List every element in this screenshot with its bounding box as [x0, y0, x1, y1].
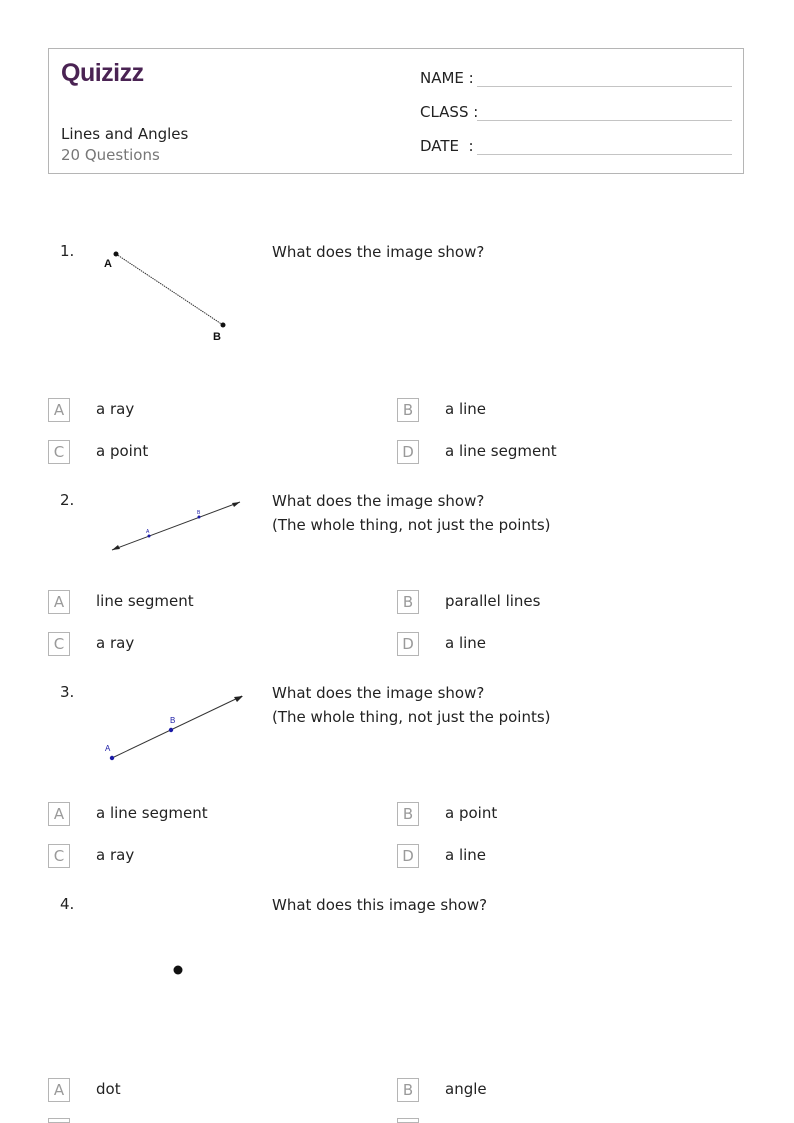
option-b-box[interactable]: B — [397, 590, 419, 614]
point-figure — [160, 955, 200, 985]
name-input-line[interactable] — [477, 86, 732, 87]
class-label: CLASS : — [420, 103, 479, 121]
option-a-text[interactable]: dot — [96, 1080, 121, 1098]
question-text: What does the image show? — [272, 492, 485, 510]
point — [174, 966, 183, 975]
option-a-text[interactable]: line segment — [96, 592, 194, 610]
date-label: DATE : — [420, 137, 474, 155]
label-a: A — [104, 258, 112, 270]
option-b-text[interactable]: parallel lines — [445, 592, 541, 610]
option-d-box[interactable]: D — [397, 844, 419, 868]
option-c-text[interactable]: a point — [96, 442, 149, 460]
question-number: 2. — [60, 491, 75, 509]
label-a: A — [146, 529, 150, 535]
question-subtext: (The whole thing, not just the points) — [272, 708, 551, 726]
option-d-text[interactable]: a line — [445, 846, 487, 864]
option-a-box[interactable]: A — [48, 590, 70, 614]
question-number: 1. — [60, 242, 75, 260]
name-label: NAME : — [420, 69, 474, 87]
point-b — [221, 323, 226, 328]
option-a-text[interactable]: a line segment — [96, 804, 208, 822]
question-text: What does the image show? — [272, 684, 485, 702]
option-c-box[interactable]: C — [48, 632, 70, 656]
option-d-box-partial — [397, 1118, 419, 1123]
label-b: B — [213, 331, 221, 343]
label-b: B — [197, 510, 201, 516]
question-number: 4. — [60, 895, 75, 913]
arrow-head — [234, 696, 243, 702]
option-d-box[interactable]: D — [397, 440, 419, 464]
option-d-text[interactable]: a line segment — [445, 442, 557, 460]
option-a-box[interactable]: A — [48, 398, 70, 422]
question-number: 3. — [60, 683, 75, 701]
option-b-text[interactable]: a point — [445, 804, 498, 822]
label-a: A — [105, 744, 111, 753]
question-text: What does this image show? — [272, 896, 488, 914]
question-subtext: (The whole thing, not just the points) — [272, 516, 551, 534]
class-input-line[interactable] — [477, 120, 732, 121]
question-text: What does the image show? — [272, 243, 485, 261]
option-a-box[interactable]: A — [48, 802, 70, 826]
option-c-box[interactable]: C — [48, 844, 70, 868]
arrow-head-right — [232, 502, 240, 507]
segment-line — [116, 254, 223, 325]
worksheet-title: Lines and Angles — [61, 125, 189, 143]
option-b-box[interactable]: B — [397, 1078, 419, 1102]
option-c-box-partial — [48, 1118, 70, 1123]
label-b: B — [170, 716, 176, 725]
arrow-head-left — [112, 545, 120, 550]
option-d-box[interactable]: D — [397, 632, 419, 656]
option-c-text[interactable]: a ray — [96, 634, 135, 652]
option-c-box[interactable]: C — [48, 440, 70, 464]
option-b-box[interactable]: B — [397, 398, 419, 422]
line — [112, 502, 240, 550]
date-input-line[interactable] — [477, 154, 732, 155]
line-segment-figure — [96, 240, 246, 350]
option-a-text[interactable]: a ray — [96, 400, 135, 418]
option-c-text[interactable]: a ray — [96, 846, 135, 864]
line-figure — [100, 490, 250, 560]
point-a — [110, 756, 114, 760]
option-a-box[interactable]: A — [48, 1078, 70, 1102]
quizizz-logo: Quizizz — [61, 59, 144, 87]
ray-figure — [100, 685, 250, 770]
option-b-box[interactable]: B — [397, 802, 419, 826]
point-a — [114, 252, 119, 257]
worksheet-header — [48, 48, 744, 174]
option-d-text[interactable]: a line — [445, 634, 487, 652]
question-count: 20 Questions — [61, 146, 160, 164]
option-b-text[interactable]: angle — [445, 1080, 487, 1098]
option-b-text[interactable]: a line — [445, 400, 487, 418]
ray-line — [112, 696, 242, 758]
point-b — [169, 728, 173, 732]
